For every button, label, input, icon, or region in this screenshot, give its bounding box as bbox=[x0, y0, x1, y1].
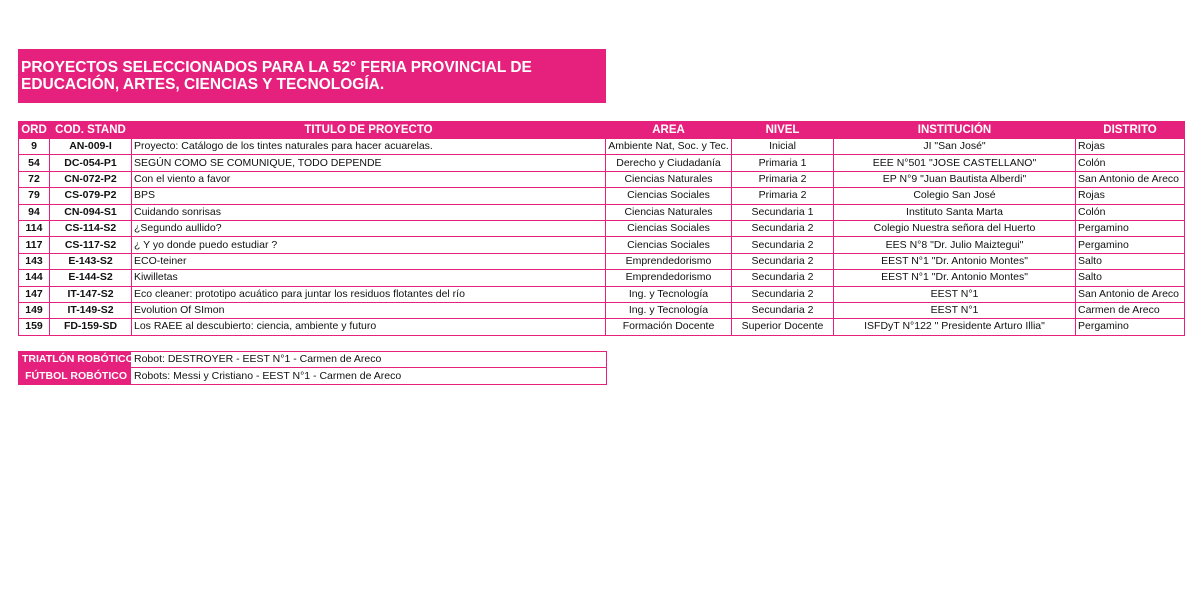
level-cell: Secundaria 2 bbox=[732, 302, 834, 318]
table-row bbox=[19, 139, 1185, 155]
level-cell: Secundaria 2 bbox=[732, 286, 834, 302]
area-cell: Ciencias Sociales bbox=[606, 237, 732, 253]
district-cell: Salto bbox=[1076, 270, 1185, 286]
institution-cell: Colegio San José bbox=[834, 188, 1076, 204]
ord-cell: 9 bbox=[19, 139, 50, 155]
robotics-table bbox=[18, 351, 607, 385]
table-row bbox=[19, 302, 1185, 318]
robotics-category-label: FÚTBOL ROBÓTICO bbox=[19, 368, 131, 384]
stand-code-cell: E-143-S2 bbox=[50, 253, 132, 269]
project-title-cell: Proyecto: Catálogo de los tintes naturales para hacer acuarelas. bbox=[132, 139, 606, 155]
institution-cell: EES N°8 "Dr. Julio Maiztegui" bbox=[834, 237, 1076, 253]
project-title-cell: SEGÚN COMO SE COMUNIQUE, TODO DEPENDE bbox=[132, 155, 606, 171]
ord-cell: 147 bbox=[19, 286, 50, 302]
table-row bbox=[19, 253, 1185, 269]
column-header: TITULO DE PROYECTO bbox=[132, 122, 606, 139]
district-cell: Pergamino bbox=[1076, 319, 1185, 335]
level-cell: Primaria 1 bbox=[732, 155, 834, 171]
column-header: INSTITUCIÓN bbox=[834, 122, 1076, 139]
projects-table bbox=[18, 121, 1185, 336]
ord-cell: 117 bbox=[19, 237, 50, 253]
table-row bbox=[19, 204, 1185, 220]
column-header: ORD bbox=[19, 122, 50, 139]
table-row bbox=[19, 188, 1185, 204]
institution-cell: EEST N°1 "Dr. Antonio Montes" bbox=[834, 270, 1076, 286]
table-row bbox=[19, 220, 1185, 236]
district-cell: San Antonio de Areco bbox=[1076, 286, 1185, 302]
area-cell: Emprendedorismo bbox=[606, 270, 732, 286]
institution-cell: Colegio Nuestra señora del Huerto bbox=[834, 220, 1076, 236]
project-title-cell: Eco cleaner: prototipo acuático para juntar los residuos flotantes del río bbox=[132, 286, 606, 302]
ord-cell: 72 bbox=[19, 171, 50, 187]
table-row bbox=[19, 171, 1185, 187]
ord-cell: 79 bbox=[19, 188, 50, 204]
institution-cell: EEE N°501 "JOSE CASTELLANO" bbox=[834, 155, 1076, 171]
level-cell: Secundaria 1 bbox=[732, 204, 834, 220]
column-header: DISTRITO bbox=[1076, 122, 1185, 139]
level-cell: Superior Docente bbox=[732, 319, 834, 335]
district-cell: Pergamino bbox=[1076, 220, 1185, 236]
project-title-cell: Con el viento a favor bbox=[132, 171, 606, 187]
table-row bbox=[19, 155, 1185, 171]
district-cell: Carmen de Areco bbox=[1076, 302, 1185, 318]
project-title-cell: BPS bbox=[132, 188, 606, 204]
stand-code-cell: E-144-S2 bbox=[50, 270, 132, 286]
project-title-cell: ¿Segundo aullido? bbox=[132, 220, 606, 236]
stand-code-cell: CS-117-S2 bbox=[50, 237, 132, 253]
stand-code-cell: DC-054-P1 bbox=[50, 155, 132, 171]
area-cell: Ciencias Naturales bbox=[606, 171, 732, 187]
level-cell: Primaria 2 bbox=[732, 171, 834, 187]
page-title-banner bbox=[18, 49, 606, 103]
ord-cell: 144 bbox=[19, 270, 50, 286]
area-cell: Ciencias Sociales bbox=[606, 188, 732, 204]
table-row bbox=[19, 237, 1185, 253]
stand-code-cell: CN-072-P2 bbox=[50, 171, 132, 187]
robotics-category-label: TRIATLÓN ROBÓTICO bbox=[19, 352, 131, 368]
table-row bbox=[19, 270, 1185, 286]
district-cell: Colón bbox=[1076, 204, 1185, 220]
ord-cell: 94 bbox=[19, 204, 50, 220]
district-cell: Pergamino bbox=[1076, 237, 1185, 253]
ord-cell: 54 bbox=[19, 155, 50, 171]
project-title-cell: Evolution Of SImon bbox=[132, 302, 606, 318]
table-row bbox=[19, 286, 1185, 302]
area-cell: Ciencias Naturales bbox=[606, 204, 732, 220]
area-cell: Formación Docente bbox=[606, 319, 732, 335]
stand-code-cell: IT-149-S2 bbox=[50, 302, 132, 318]
ord-cell: 143 bbox=[19, 253, 50, 269]
institution-cell: EEST N°1 "Dr. Antonio Montes" bbox=[834, 253, 1076, 269]
district-cell: Rojas bbox=[1076, 188, 1185, 204]
level-cell: Secundaria 2 bbox=[732, 237, 834, 253]
area-cell: Ing. y Tecnología bbox=[606, 302, 732, 318]
area-cell: Ambiente Nat, Soc. y Tec. bbox=[606, 139, 732, 155]
table-header-row bbox=[19, 122, 1185, 139]
stand-code-cell: CS-079-P2 bbox=[50, 188, 132, 204]
robotics-row bbox=[19, 368, 607, 384]
robotics-row bbox=[19, 352, 607, 368]
stand-code-cell: CN-094-S1 bbox=[50, 204, 132, 220]
robotics-entry-value: Robot: DESTROYER - EEST N°1 - Carmen de Areco bbox=[131, 352, 607, 368]
institution-cell: EP N°9 "Juan Bautista Alberdi" bbox=[834, 171, 1076, 187]
area-cell: Ing. y Tecnología bbox=[606, 286, 732, 302]
area-cell: Emprendedorismo bbox=[606, 253, 732, 269]
ord-cell: 149 bbox=[19, 302, 50, 318]
district-cell: Colón bbox=[1076, 155, 1185, 171]
stand-code-cell: IT-147-S2 bbox=[50, 286, 132, 302]
area-cell: Ciencias Sociales bbox=[606, 220, 732, 236]
level-cell: Secundaria 2 bbox=[732, 270, 834, 286]
institution-cell: ISFDyT N°122 " Presidente Arturo Illia" bbox=[834, 319, 1076, 335]
level-cell: Primaria 2 bbox=[732, 188, 834, 204]
district-cell: San Antonio de Areco bbox=[1076, 171, 1185, 187]
page-title-line-2: EDUCACIÓN, ARTES, CIENCIAS Y TECNOLOGÍA. bbox=[21, 76, 385, 93]
ord-cell: 114 bbox=[19, 220, 50, 236]
project-title-cell: Cuidando sonrisas bbox=[132, 204, 606, 220]
level-cell: Secundaria 2 bbox=[732, 220, 834, 236]
page-title-line-1: PROYECTOS SELECCIONADOS PARA LA 52° FERIA PROVINCIAL DE bbox=[21, 59, 532, 76]
institution-cell: JI "San José" bbox=[834, 139, 1076, 155]
robotics-entry-value: Robots: Messi y Cristiano - EEST N°1 - Carmen de Areco bbox=[131, 368, 607, 384]
project-title-cell: ¿ Y yo donde puedo estudiar ? bbox=[132, 237, 606, 253]
column-header: COD. STAND bbox=[50, 122, 132, 139]
area-cell: Derecho y Ciudadanía bbox=[606, 155, 732, 171]
stand-code-cell: CS-114-S2 bbox=[50, 220, 132, 236]
district-cell: Rojas bbox=[1076, 139, 1185, 155]
column-header: AREA bbox=[606, 122, 732, 139]
project-title-cell: Kiwilletas bbox=[132, 270, 606, 286]
project-title-cell: ECO-teiner bbox=[132, 253, 606, 269]
stand-code-cell: AN-009-I bbox=[50, 139, 132, 155]
level-cell: Inicial bbox=[732, 139, 834, 155]
institution-cell: EEST N°1 bbox=[834, 286, 1076, 302]
project-title-cell: Los RAEE al descubierto: ciencia, ambiente y futuro bbox=[132, 319, 606, 335]
institution-cell: EEST N°1 bbox=[834, 302, 1076, 318]
level-cell: Secundaria 2 bbox=[732, 253, 834, 269]
column-header: NIVEL bbox=[732, 122, 834, 139]
district-cell: Salto bbox=[1076, 253, 1185, 269]
institution-cell: Instituto Santa Marta bbox=[834, 204, 1076, 220]
ord-cell: 159 bbox=[19, 319, 50, 335]
table-row bbox=[19, 319, 1185, 335]
stand-code-cell: FD-159-SD bbox=[50, 319, 132, 335]
